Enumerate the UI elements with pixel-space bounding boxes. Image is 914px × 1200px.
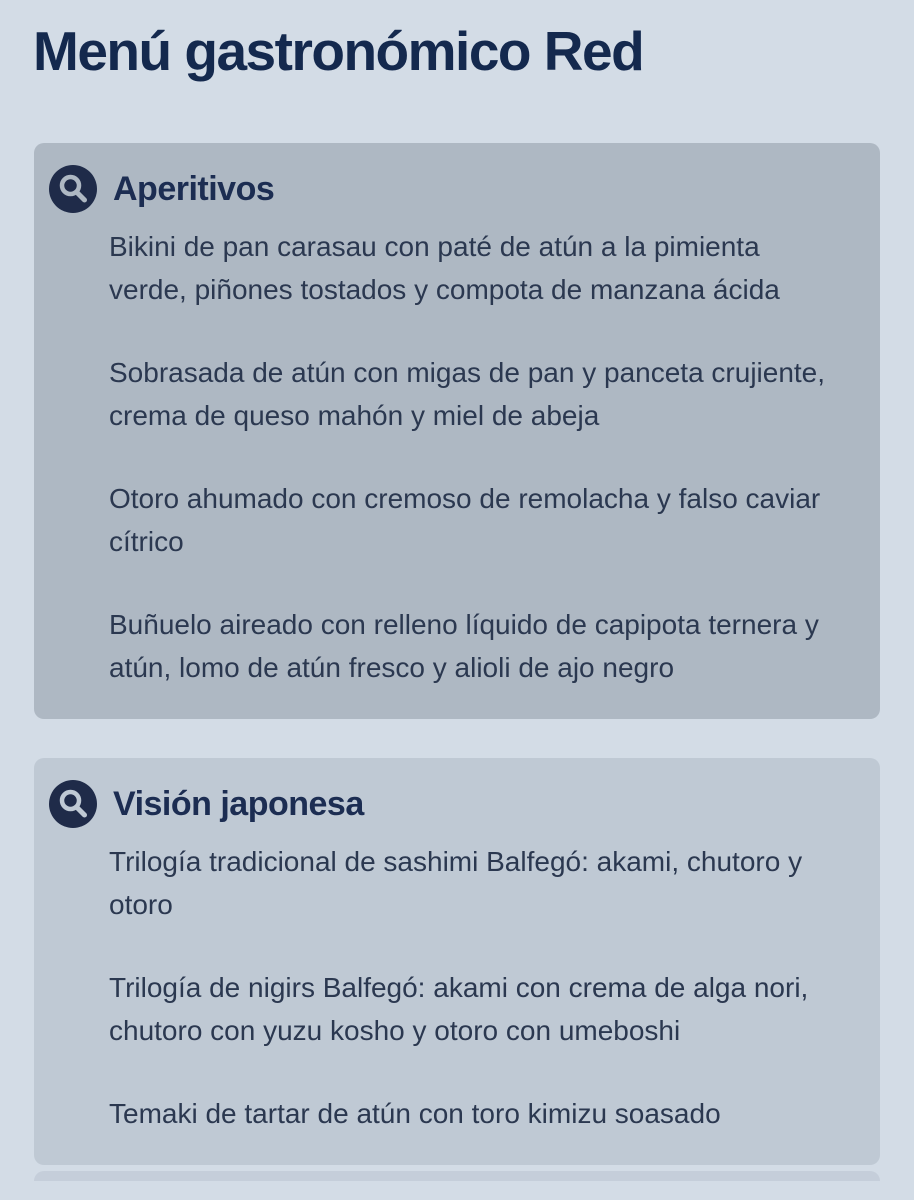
section-item-list [109,840,831,1135]
menu-section-aperitivos [34,143,880,719]
section-header [49,780,836,828]
menu-item: Trilogía tradicional de sashimi Balfegó: akami, chutoro y otoro [109,846,803,921]
menu-item: Buñuelo aireado con relleno líquido de capipota ternera y atún, lomo de atún fresco y alioli de ajo negro [109,609,819,684]
search-icon[interactable] [49,780,97,828]
section-title: Aperitivos [113,169,275,208]
page-title: Menú gastronómico Red [33,20,644,82]
section-item-list [109,225,831,689]
section-title: Visión japonesa [113,784,364,823]
section-header [49,165,836,213]
menu-item: Trilogía de nigirs Balfegó: akami con crema de alga nori, chutoro con yuzu kosho y otoro con umeboshi [109,972,809,1047]
next-card-top-edge [34,1171,880,1181]
menu-section-vision-japonesa [34,758,880,1165]
menu-item: Sobrasada de atún con migas de pan y panceta crujiente, crema de queso mahón y miel de abeja [109,357,826,432]
menu-item: Bikini de pan carasau con paté de atún a la pimienta verde, piñones tostados y compota de manzana ácida [109,231,780,306]
search-icon[interactable] [49,165,97,213]
menu-item: Otoro ahumado con cremoso de remolacha y falso caviar cítrico [109,483,821,558]
menu-item: Temaki de tartar de atún con toro kimizu soasado [109,1098,721,1130]
